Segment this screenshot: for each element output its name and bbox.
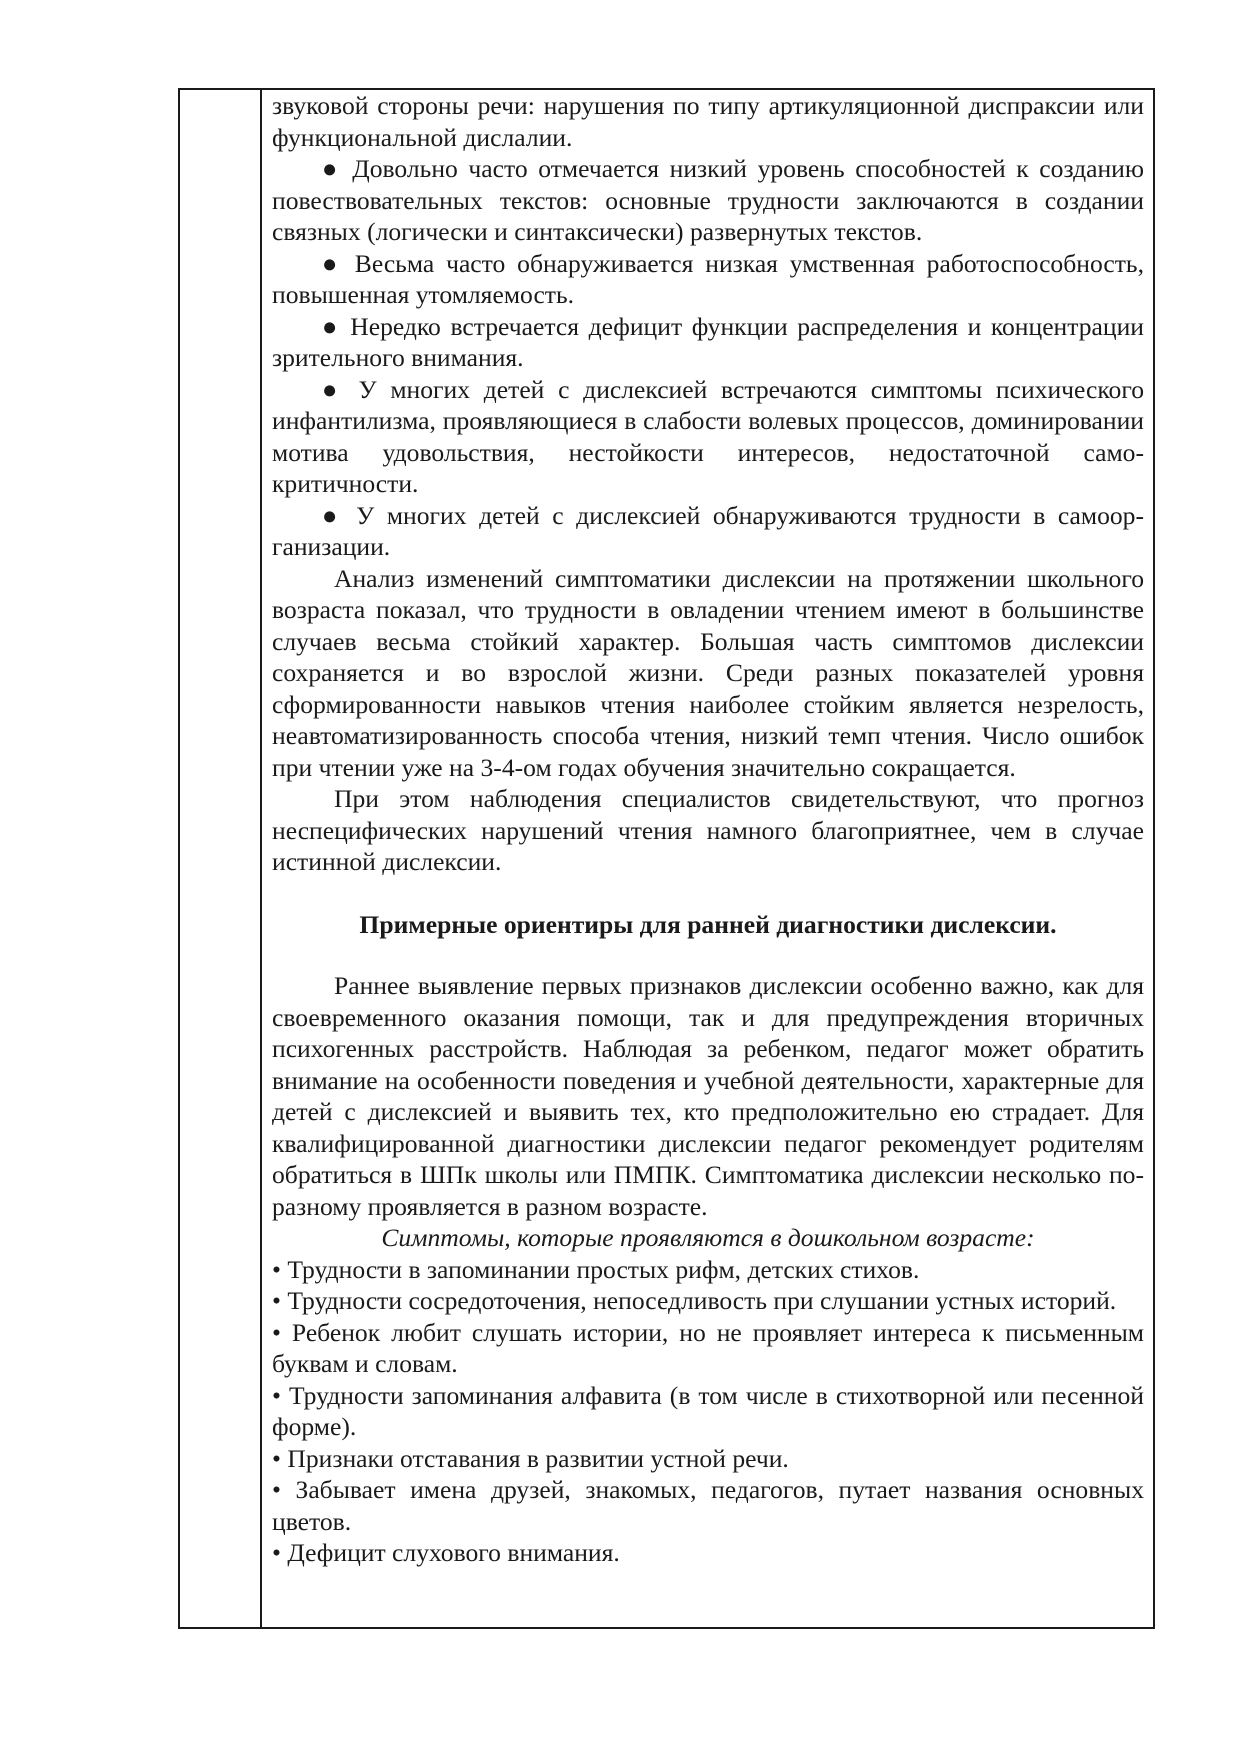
analysis-paragraph: Анализ изменений симптоматики дислексии на протяжении школьного возраста показал, что трудности в овладении чтением имеют в большинстве случаев весьма стойкий характер. Большая часть симптомов дислексии сохраняется и во взрослой жизни. Среди разных показателей уровня сформированности навыков чтения наиболее стойким является незрелость, неавтоматизированность способа чтения, низкий темп чтения. Число ошибок при чтении уже на 3-4-ом годах обучения значительно сокращается. — [272, 563, 1144, 782]
prognosis-paragraph: При этом наблюдения специалистов свидетельствуют, что прогноз неспецифических нарушений чтения намного благоприятнее, чем в случае истинной дислексии. — [272, 784, 1144, 876]
bullet-item: ● У многих детей с дислексией встречаются симптомы психического инфантилизма, проявляющиеся в слабости волевых процессов, доминировании мотива удовольствия, нестойкости интересов, недостаточной самокритичности. — [272, 374, 1144, 498]
bullet-item: ● Довольно часто отмечается низкий уровень способностей к созданию повествовательных текстов: основные трудности заключаются в создании связных (логически и синтаксически) развернутых текстов. — [272, 154, 1144, 246]
symptom-item: • Трудности сосредоточения, непоседливость при слушании устных историй. — [272, 1286, 1117, 1315]
symptom-item: • Ребенок любит слушать истории, но не проявляет интереса к письменным буквам и словам. — [272, 1317, 1144, 1378]
continuation-paragraph: звуковой стороны речи: нарушения по типу артикуляционной диспраксии или функциональной дислалии. — [272, 91, 1144, 152]
symptoms-subheading: Симптомы, которые проявляются в дошкольном возрасте: — [381, 1223, 1035, 1252]
symptom-item: • Признаки отставания в развитии устной речи. — [272, 1443, 789, 1473]
section-heading: Примерные ориентиры для ранней диагностики дислексии. — [359, 909, 1057, 939]
bullet-item: ● Весьма часто обнаруживается низкая умственная работоспособность, повышенная утомляемость. — [272, 248, 1144, 309]
table-content-cell — [272, 90, 1144, 1569]
table-column-divider — [260, 88, 262, 1629]
symptom-item: • Дефицит слухового внимания. — [272, 1538, 620, 1567]
bullet-item: ● Нередко встречается дефицит функции распределения и концентрации зрительного внимания. — [272, 311, 1144, 372]
symptom-item: • Трудности в запоминании простых рифм, детских стихов. — [272, 1254, 920, 1284]
bullet-item: ● У многих детей с дислексией обнаруживаются трудности в самоорганизации. — [272, 500, 1144, 561]
symptom-item: • Трудности запоминания алфавита (в том числе в стихотворной или песенной форме). — [272, 1380, 1144, 1441]
early-detection-paragraph: Раннее выявление первых признаков дислексии особенно важно, как для своевременного оказания помощи, так и для предупреждения вторичных психогенных расстройств. Наблюдая за ребенком, педагог может обратить внимание на особенности поведения и учебной деятельности, характерные для детей с дислексией и выявить тех, кто предположительно ею страдает. Для квалифицированной диагностики дислексии педагог рекомендует родителям обратиться в ШПк школы или ПМПК. Симптоматика дислексии несколько по-разному проявляется в разном возрасте. — [272, 971, 1144, 1221]
symptom-item: • Забывает имена друзей, знакомых, педагогов, путает названия основных цветов. — [272, 1475, 1144, 1536]
